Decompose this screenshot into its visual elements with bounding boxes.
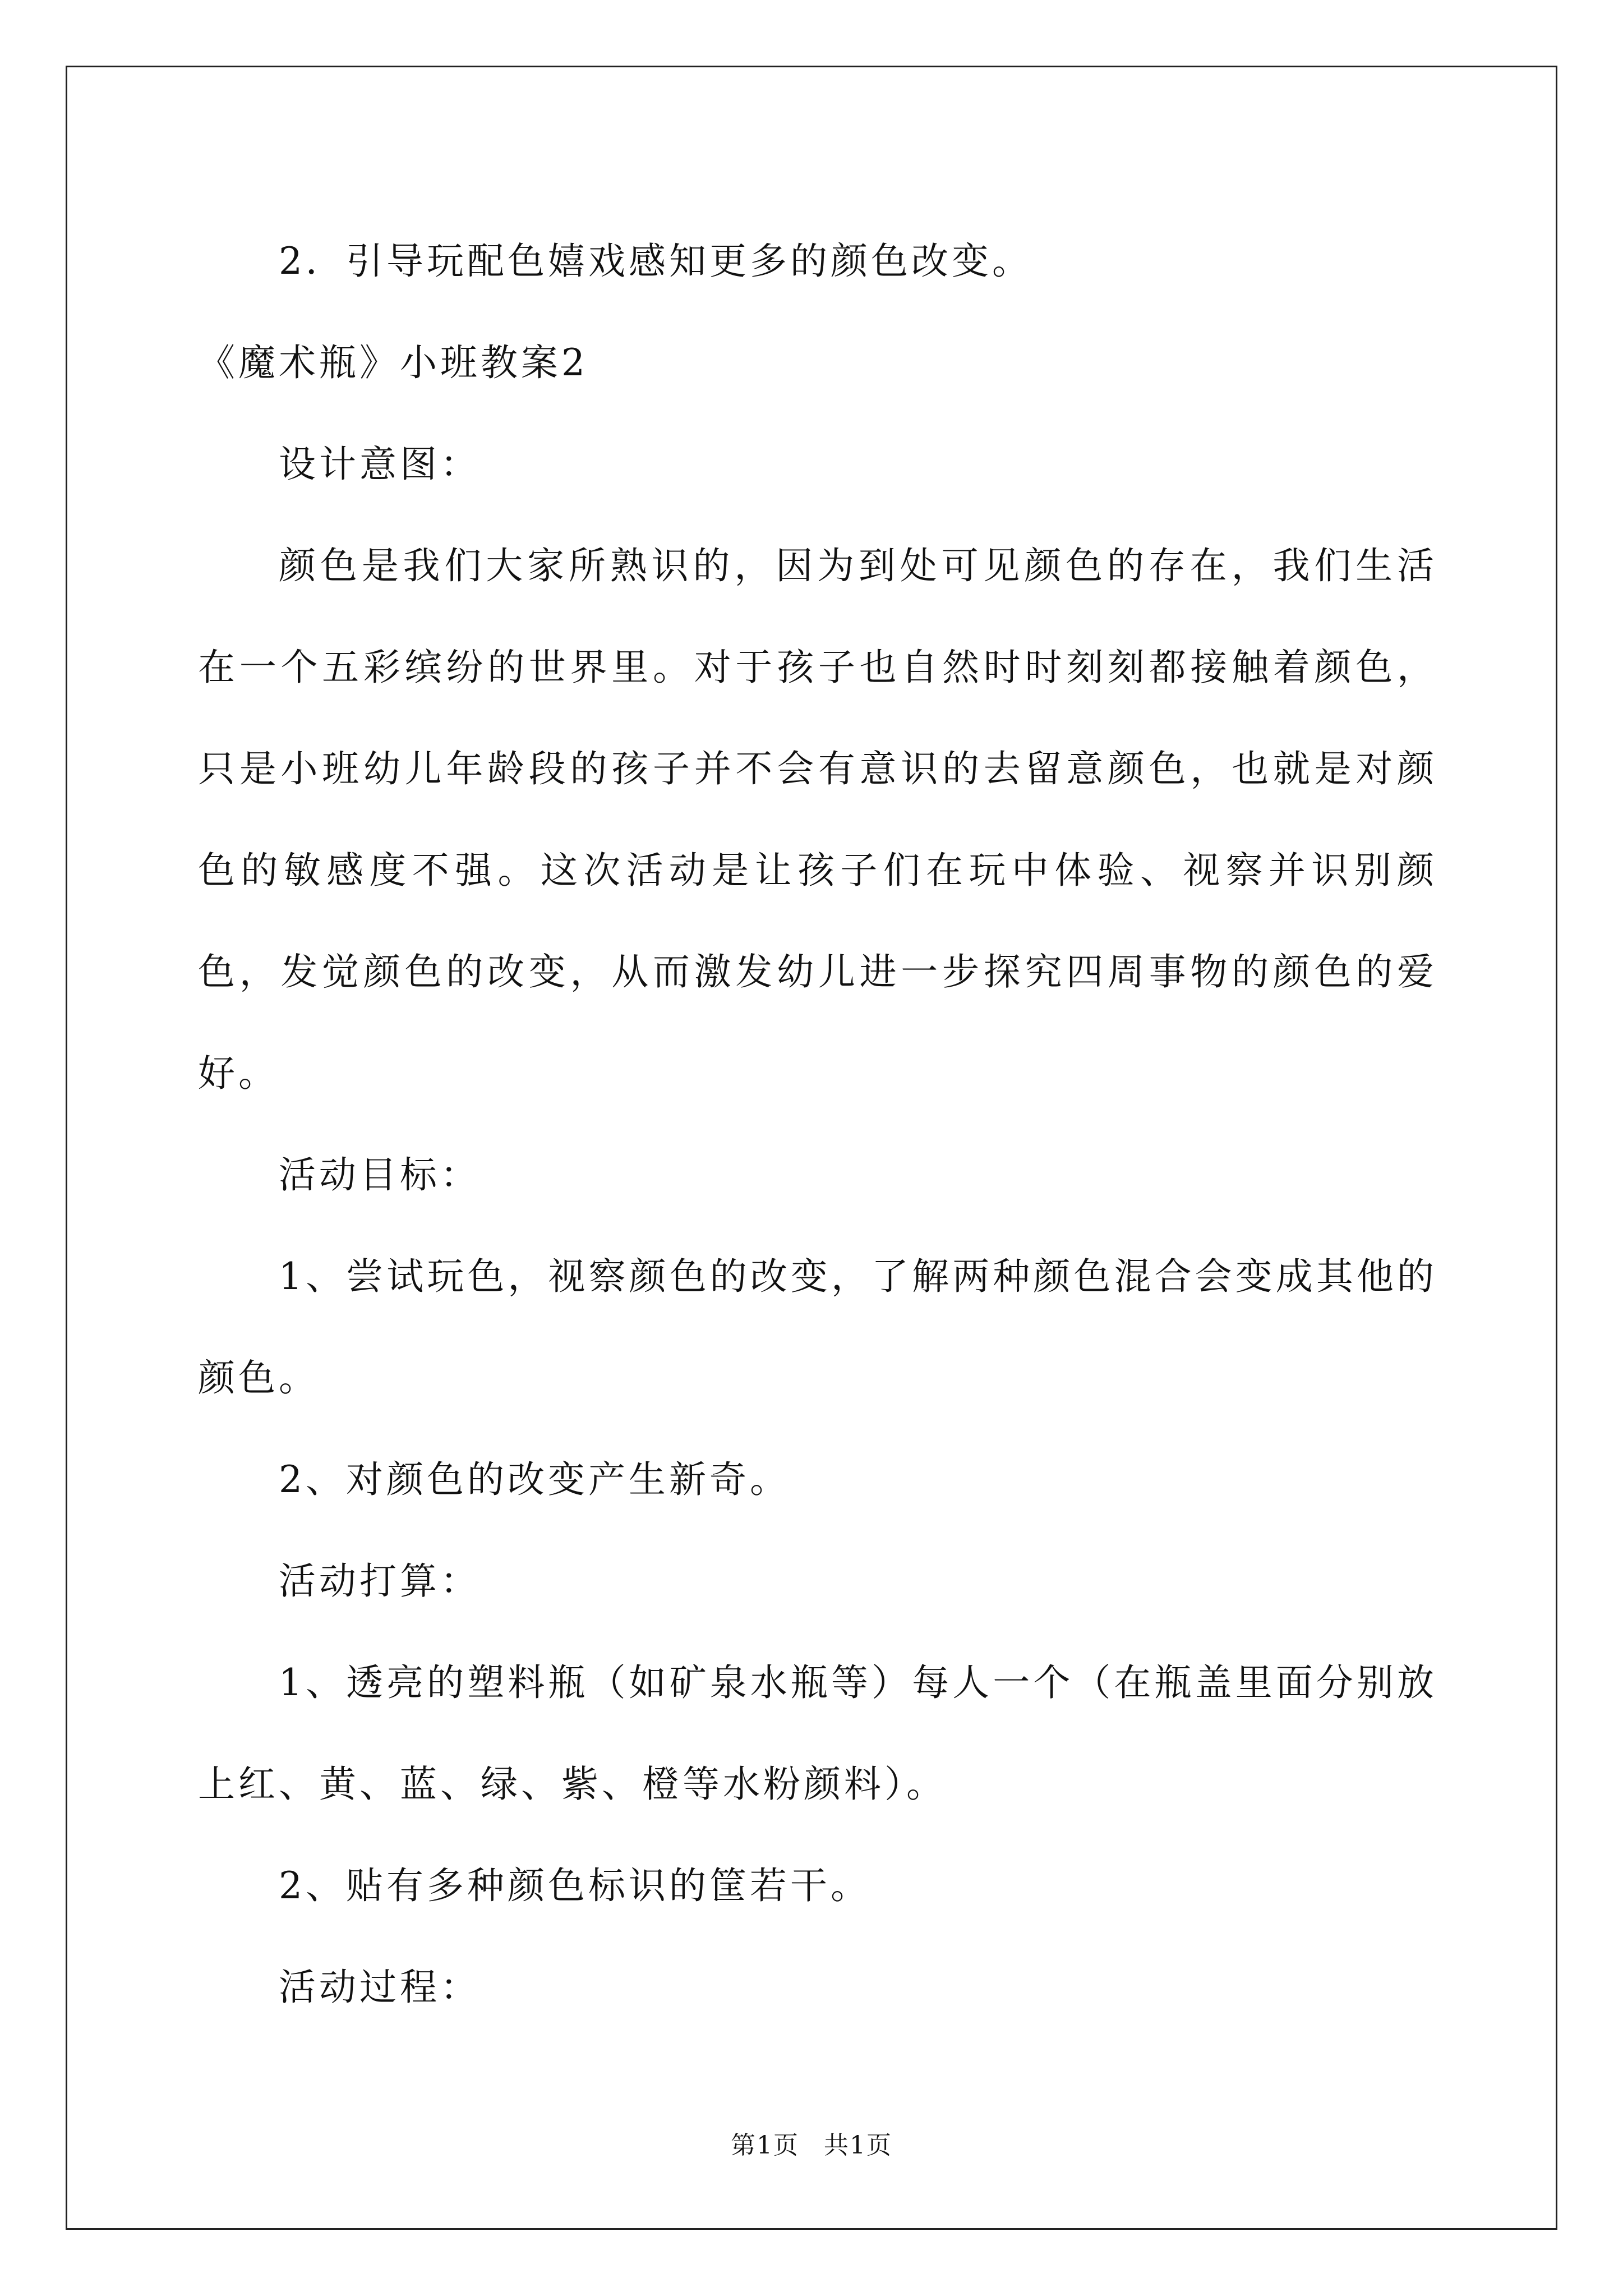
paragraph-step-2: 2．引导玩配色嬉戏感知更多的颜色改变。 [279, 240, 1032, 283]
objective-item-2: 2、对颜色的改变产生新奇。 [279, 1458, 790, 1501]
page-number-current: 第1页 [731, 2131, 799, 2160]
page-number-total: 共1页 [824, 2131, 892, 2160]
document-body [198, 210, 1437, 2038]
preparation-item-2: 2、贴有多种颜色标识的筐若干。 [279, 1864, 871, 1907]
objective-item-1: 1、尝试玩色，视察颜色的改变，了解两种颜色混合会变成其他的颜色。 [198, 1255, 1437, 1400]
heading-process: 活动过程： [279, 1966, 481, 2009]
heading-objectives: 活动目标： [279, 1153, 481, 1197]
preparation-item-1: 1、透亮的塑料瓶（如矿泉水瓶等）每人一个（在瓶盖里面分别放上红、黄、蓝、绿、紫、橙等水粉颜料）。 [198, 1661, 1437, 1806]
paragraph-design-intent: 颜色是我们大家所熟识的，因为到处可见颜色的存在，我们生活在一个五彩缤纷的世界里。对于孩子也自然时时刻刻都接触着颜色，只是小班幼儿年龄段的孩子并不会有意识的去留意颜色，也就是对颜色的敏感度不强。这次活动是让孩子们在玩中体验、视察并识别颜色，发觉颜色的改变，从而激发幼儿进一步探究四周事物的颜色的爱好。 [198, 544, 1437, 1095]
heading-preparation: 活动打算： [279, 1559, 481, 1603]
lesson-title: 《魔术瓶》小班教案2 [198, 341, 588, 384]
heading-design-intent: 设计意图： [279, 443, 481, 486]
page-footer [0, 2125, 1623, 2161]
